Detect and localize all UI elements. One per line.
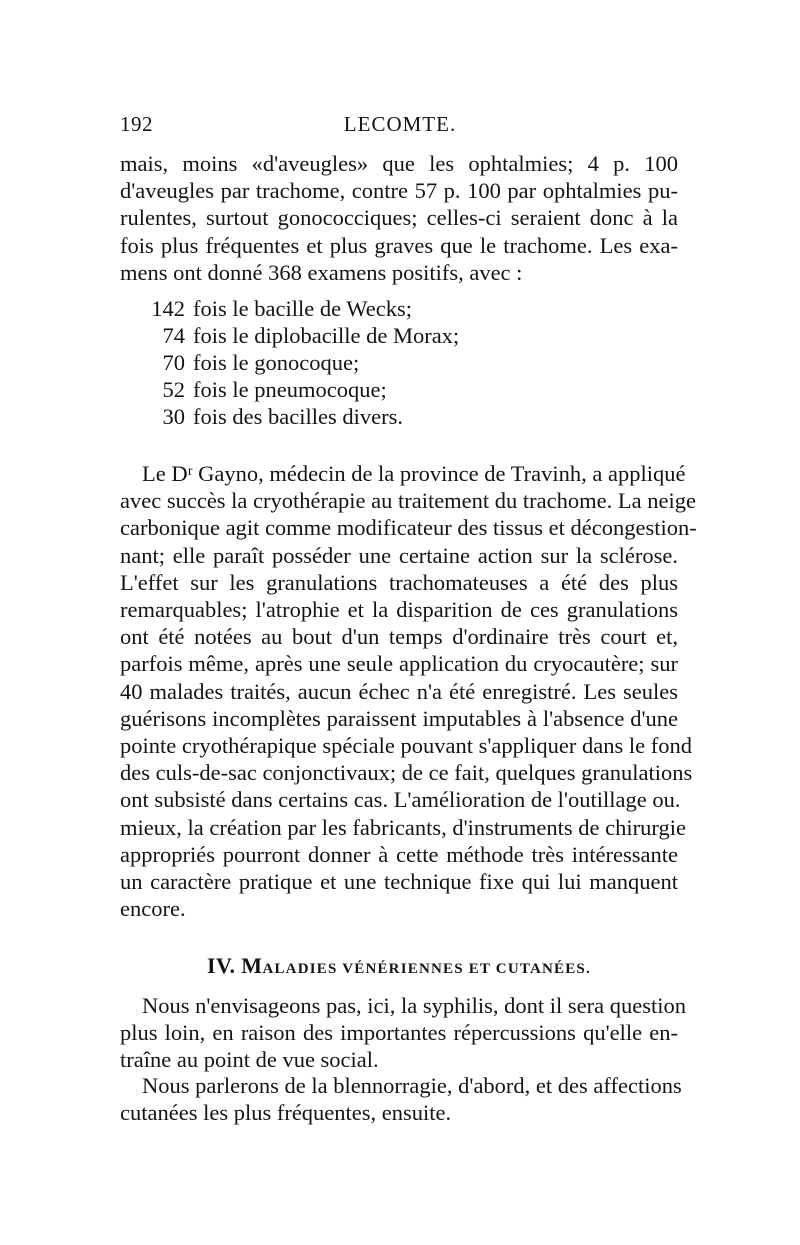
text-line: parfois même, après une seule application du cryocautère; sur <box>120 651 678 677</box>
list-item-text: fois le gonocoque; <box>193 350 360 375</box>
text-line: cutanées les plus fréquentes, ensuite. <box>120 1100 452 1126</box>
text-line: pointe cryothérapique spéciale pouvant s'appliquer dans le fond <box>120 733 692 759</box>
text-line: avec succès la cryothérapie au traitement du trachome. La neige <box>120 488 696 514</box>
list-item-count: 70 <box>162 350 185 375</box>
list-item <box>145 376 459 403</box>
list-item <box>145 349 459 376</box>
text-line: remarquables; l'atrophie et la disparition de ces granulations <box>120 597 678 623</box>
list-item-count: 52 <box>162 377 185 402</box>
list-item-count: 74 <box>162 323 185 348</box>
text-line: plus loin, en raison des importantes répercussions qu'elle en- <box>120 1020 678 1046</box>
text-line: d'aveugles par trachome, contre 57 p. 100 par ophtalmies pu- <box>120 178 678 204</box>
text-line: traîne au point de vue social. <box>120 1047 379 1073</box>
page-header <box>120 112 680 140</box>
text-line: fois plus fréquentes et plus graves que le trachome. Les exa- <box>120 232 678 258</box>
paragraph-4 <box>120 1072 682 1126</box>
list-item-count: 142 <box>151 296 185 321</box>
text-line: appropriés pourront donner à cette méthode très intéressante <box>120 841 678 867</box>
section-heading-numeral: IV. M <box>207 953 263 978</box>
section-heading <box>120 953 678 979</box>
list-item-text: fois le pneumocoque; <box>193 377 387 402</box>
text-line: Nous parlerons de la blennorragie, d'abord, et des affections <box>142 1073 682 1098</box>
text-line: rulentes, surtout gonococciques; celles-ci seraient donc à la <box>120 205 678 231</box>
list-item-text: fois le bacille de Wecks; <box>193 296 412 321</box>
list-item-count: 30 <box>162 404 185 429</box>
text-line: L'effet sur les granulations trachomateuses a été des plus <box>120 569 678 595</box>
text-line: guérisons incomplètes paraissent imputables à l'absence d'une <box>120 705 678 731</box>
findings-list <box>145 295 459 430</box>
text-line: carbonique agit comme modificateur des tissus et décongestion- <box>120 515 697 541</box>
list-item <box>145 322 459 349</box>
text-line: encore. <box>120 896 186 922</box>
page-number: 192 <box>120 112 153 136</box>
list-item <box>145 403 459 430</box>
text-line: mais, moins «d'aveugles» que les ophtalmies; 4 p. 100 <box>120 151 678 176</box>
text-line: mieux, la création par les fabricants, d'instruments de chirurgie <box>120 814 686 840</box>
text-line: Le Dʳ Gayno, médecin de la province de Travinh, a appliqué <box>142 461 686 486</box>
text-line: ont subsisté dans certains cas. L'amélioration de l'outillage ou. <box>120 787 681 813</box>
text-line: mens ont donné 368 examens positifs, avec : <box>120 259 523 285</box>
text-line: un caractère pratique et une technique fixe qui lui manquent <box>120 869 678 895</box>
paragraph-3 <box>120 992 686 1074</box>
paragraph-2 <box>120 460 697 922</box>
running-head: LECOMTE. <box>343 112 457 136</box>
text-line: nant; elle paraît posséder une certaine action sur la sclérose. <box>120 542 678 568</box>
list-item-text: fois des bacilles divers. <box>193 404 403 429</box>
section-heading-title: ALADIES VÉNÉRIENNES ET CUTANÉES. <box>262 961 591 977</box>
text-line: Nous n'envisageons pas, ici, la syphilis, dont il sera question <box>142 993 686 1018</box>
list-item-text: fois le diplobacille de Morax; <box>193 323 460 348</box>
list-item <box>145 295 459 322</box>
text-line: 40 malades traités, aucun échec n'a été enregistré. Les seules <box>120 678 678 704</box>
text-line: des culs-de-sac conjonctivaux; de ce fait, quelques granulations <box>120 760 693 786</box>
paragraph-1 <box>120 150 678 286</box>
text-line: ont été notées au bout d'un temps d'ordinaire très court et, <box>120 624 678 650</box>
